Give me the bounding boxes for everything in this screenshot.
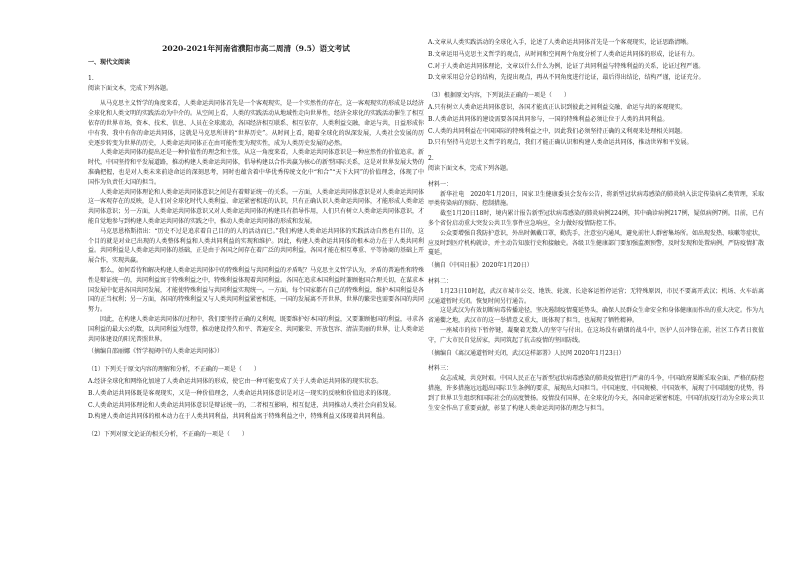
material-source: （摘自《中国日报》2020年1月20日）: [428, 262, 533, 270]
answer-option: D.文章采用总分总的结构，先提出观点，再从不同角度进行论证，最后得出结论，结构严谨，论证充分。: [428, 74, 705, 82]
answer-option: C.对于人类命运共同体理论，文章以什么什么为例，论证了共同利益与特殊利益的关系，论证过程严谨。: [428, 62, 705, 70]
answer-option: B.文章运用马克思主义哲学的观点，从时间和空间两个角度分析了人类命运共同体的形成，论证有力。: [428, 50, 699, 58]
answer-option: B.人类命运共同体的建设需要各国共同参与，一国的特殊利益必须让位于人类的共同利益。: [428, 115, 669, 123]
material-label: 材料三：: [428, 365, 453, 373]
material-paragraph: 公众要增强自我防护意识，外出时佩戴口罩，勤洗手，注意室内通风，避免前往人群密集场所。如出现发热、咳嗽等症状，应及时到医疗机构就诊，并主动告知旅行史和接触史。各级卫生健康部门要加强监测预警，及时发现和处置病例，严防疫情扩散蔓延。: [428, 229, 765, 257]
right-column: [428, 38, 764, 413]
passage-paragraph: 人类命运共同体的提出还是一种价值性的理念和主张，从这一角度来看，人类命运共同体意识是一种应然性的价值追求。新时代，中国坚持和平发展道路，推动构建人类命运共同体，倡导构建以合作共赢为核心的新型国际关系，这是对世界发展大势的准确把握，也是对人类未来前途命运的深刻思考，同时也蕴含着中华优秀传统文化中“和合”“天下大同”的价值理念，体现了中国作为负责任大国的担当。: [88, 149, 425, 186]
material-source: （摘编自《离汉通道暂时关闭，武汉这样部署》人民网 2020年1月23日）: [428, 349, 625, 357]
passage-paragraph: 因此，在构建人类命运共同体的过程中，我们要坚持正确的义利观，既要维护好本国的利益，又要兼顾他国的利益，寻求各国利益的最大公约数，以共同利益为纽带，推动建设持久和平、普遍安全、共同繁荣、开放包容、清洁美丽的世界，让人类命运共同体建设的阳光普照世界。: [88, 315, 425, 343]
answer-option: A.只有树立人类命运共同体意识，各国才能真正认识到彼此之间利益交融、命运与共的客观现实。: [428, 103, 687, 111]
answer-option: D.构建人类命运共同体的根本动力在于人类共同利益，共同利益寓于特殊利益之中，特殊利益又体现着共同利益。: [88, 413, 389, 421]
answer-option: C.人类命运共同体理论和人类命运共同体意识是辩证统一的，二者相互影响，相互促进，共同推动人类社会向前发展。: [88, 401, 401, 409]
material-paragraph: 众志成城，共克时艰。中国人民正在与新型冠状病毒感染的肺炎疫情进行严肃的斗争，中国政府果断采取全面、严格的防控措施，许多措施远远超出国际卫生条例的要求，展现出大国担当。中国速度、中国规模、中国效率，展现了中国制度的优势，得到了世界卫生组织和国际社会的高度赞扬。疫情没有国界，在全球化的今天，各国命运紧密相连，中国的抗疫行动为全球公共卫生安全作出了重要贡献，彰显了构建人类命运共同体的理念与担当。: [428, 375, 765, 412]
answer-option: A.经济全球化和网络化加速了人类命运共同体的形成，使它由一种可能变成了关于人类命运共同体的现实状态。: [88, 377, 383, 385]
material-paragraph: 一座城市的按下暂停键，凝聚着无数人的坚守与付出。在这场没有硝烟的战斗中，医护人员冲锋在前，社区工作者日夜值守，广大市民自觉居家，共同筑起了抗击疫情的坚固防线。: [428, 326, 764, 344]
section-heading: 一、现代文阅读: [88, 59, 131, 66]
question-stem: （3）根据原文内容，下列说法正确的一项是（ ）: [428, 92, 570, 100]
passage-paragraph: 从马克思主义哲学的角度来看，人类命运共同体首先是一个客观现实，是一个实然性的存在，这一客观现实的形成是以经济全球化和人类文明的实践活动为中介的。从空间上看，人类的实践活动从地域性走向世界性，经济全球化的实践活动催生了相互依存的世界市场，资本、技术、信息、人员在全球流动，各国经济相互联系、相互依存，人类利益交融，命运与共，日益形成你中有我、我中有你的命运共同体，这就是马克思所讲的“世界历史”。从时间上看，随着全球化的纵深发展，人类社会发展的历史逐步转变为世界的历史，人类命运共同体正在由可能性变为现实性，成为人类历史发展的必然。: [88, 100, 425, 147]
material-paragraph: 1月23日10时起，武汉市城市公交、地铁、轮渡、长途客运暂停运营；无特殊原因，市民不要离开武汉；机场、火车站离汉通道暂时关闭。恢复时间另行通告。: [428, 287, 764, 305]
passage-paragraph: 马克思恩格斯指出：“历史不过是追求着自己目的的人的活动而已。”我们构建人类命运共同体的实践活动自然也有目的，这个目的就是对业已出现的人类整体利益和人类共同利益的实现和维护。因此，构建人类命运共同体的根本动力在于人类共同利益。共同利益是人类命运共同体的基础，正是由于各国之间存在着广泛的共同利益，各国才能在相互尊重、平等协商的基础上开展合作，实现共赢。: [88, 227, 425, 265]
passage-paragraph: 那么，如何看待和解决构建人类命运共同体中的特殊利益与共同利益的矛盾呢？马克思主义哲学认为，矛盾的普遍性和特殊性是辩证统一的，共同利益寓于特殊利益之中，特殊利益体现着共同利益。各国在追求本国利益时兼顾他国合理关切，在谋求本国发展中促进各国共同发展，才能使特殊利益与共同利益实现统一。一方面，每个国家都有自己的特殊利益，维护本国利益是各国的正当权利；另一方面，各国的特殊利益又与人类共同利益紧密相连，一国的发展离不开世界，世界的繁荣也需要各国的共同努力。: [88, 266, 425, 314]
answer-option: B.人类命运共同体既是客观现实，又是一种价值理念，人类命运共同体意识是对这一现实的反映和价值追求的体现。: [88, 389, 395, 397]
question-number: 2.: [428, 155, 434, 163]
question-number: 1.: [88, 74, 94, 82]
question-stem: （2）下列对原文论证的相关分析，不正确的一项是（ ）: [88, 431, 248, 439]
answer-option: D.只有坚持马克思主义哲学的观点，我们才能正确认识和构建人类命运共同体，推动世界和平发展。: [428, 139, 693, 147]
question-stem: （1）下列关于原文内容的理解和分析，不正确的一项是（ ）: [88, 366, 260, 374]
passage-paragraph: 人类命运共同体理论和人类命运共同体意识之间是有着辩证统一的关系。一方面，人类命运共同体意识是对人类命运共同体这一客观存在的反映，是人们对全球化时代人类利益、命运紧密相连的认识，只有正确认识人类命运共同体，才能形成人类命运共同体意识；另一方面，人类命运共同体意识又对人类命运共同体的构建具有指导作用，人们只有树立人类命运共同体意识，才能自觉地参与到构建人类命运共同体的实践之中，推动人类命运共同体的形成和发展。: [88, 188, 425, 225]
passage-source: （摘编自邵丽娜《哲学视阈中的人类命运共同体》）: [88, 348, 224, 356]
answer-option: A.文章从人类实践活动的全球化入手，论述了人类命运共同体首先是一个客观现实，论证思路清晰。: [428, 39, 693, 46]
material-paragraph: 新华社电 2020年1月20日，国家卫生健康委员会发布公告，将新型冠状病毒感染的肺炎纳入法定传染病乙类管理，采取甲类传染病的预防、控制措施。: [428, 190, 764, 208]
answer-option: C.人类的共同利益在中国国际的特殊利益之中，因此我们必须坚持正确的义利观来处理相关问题。: [428, 127, 687, 135]
reading-instruction: 阅读下面文本，完成下列各题。: [428, 164, 513, 172]
reading-instruction: 阅读下面文本，完成下列各题。: [88, 84, 173, 92]
material-paragraph: 这是武汉为有效切断病毒传播途径，坚决遏制疫情蔓延势头，确保人民群众生命安全和身体健康而作出的重大决定。作为九省通衢之地，武汉市的这一举措意义重大，既体现了担当，也展现了牺牲精神。: [428, 307, 765, 325]
material-label: 材料一：: [428, 180, 453, 188]
left-column: [88, 44, 424, 440]
material-paragraph: 截至1月20日18时，境内累计报告新型冠状病毒感染的肺炎病例224例，其中确诊病例217例，疑似病例7例。目前，已有多个省份启动重大突发公共卫生事件应急响应，全力做好疫情防控工作。: [428, 210, 764, 227]
page-title: 2020-2021年河南省濮阳市高二周清（9.5）语文考试: [162, 44, 350, 53]
material-label: 材料二：: [428, 277, 453, 285]
